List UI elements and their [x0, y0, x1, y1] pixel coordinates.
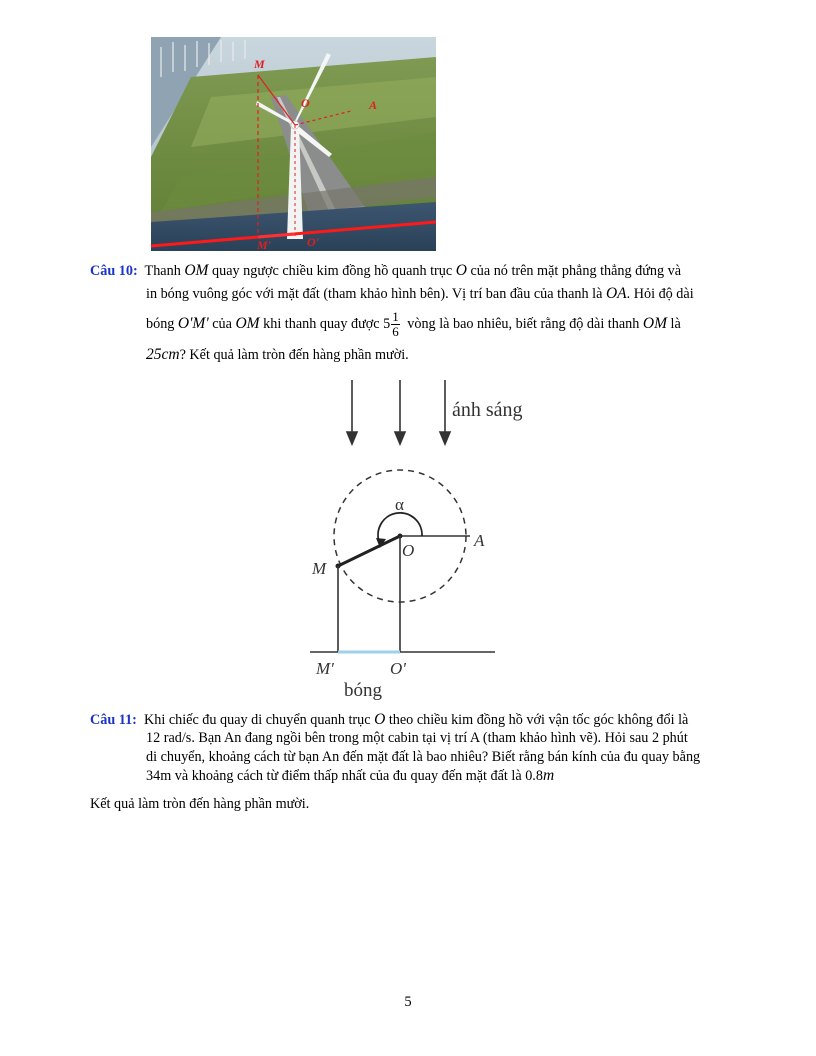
- q11-text: 34m và khoảng cách từ điểm thấp nhất của đu quay đến mặt đất là 0.8: [146, 768, 543, 784]
- q11-line-4: [146, 767, 554, 785]
- mixed-number-whole: 5: [383, 316, 391, 332]
- math-25cm: 25cm: [146, 346, 180, 363]
- q11-text: theo chiều kim đồng hồ với vận tốc góc không đổi là: [385, 712, 689, 728]
- shadow-diagram: [300, 376, 560, 706]
- label-m: M: [312, 559, 327, 578]
- photo-label-o-prime: O': [307, 235, 319, 249]
- math-o-prime-m-prime: O'M': [177, 315, 209, 332]
- math-om: OM: [642, 315, 667, 332]
- q10-text: Thanh: [144, 263, 185, 279]
- fraction-numerator: 1: [392, 309, 399, 325]
- shadow-label: bóng: [344, 680, 382, 701]
- q10-text: in bóng vuông góc với mặt đất (tham khảo hình bên). Vị trí ban đầu của thanh là: [146, 286, 606, 302]
- math-oa: OA: [605, 285, 627, 302]
- rotation-shadow-figure: [300, 376, 560, 706]
- photo-label-m-prime: M': [257, 238, 272, 251]
- q11-line-5: Kết quả làm tròn đến hàng phần mười.: [90, 796, 310, 812]
- q10-line-1: [90, 262, 681, 280]
- photo-label-a: A: [369, 98, 378, 112]
- q11-line-2: 12 rad/s. Bạn An đang ngồi bên trong một cabin tại vị trí A (tham khảo hình vẽ). Hỏi sau 2 phút: [146, 730, 688, 746]
- label-m-prime: M': [316, 659, 334, 678]
- q11-line-3: di chuyển, khoảng cách từ bạn An đến mặt đất là bao nhiêu? Biết rằng bán kính của đu quay bằng: [146, 749, 701, 765]
- q11-text: Khi chiếc đu quay di chuyển quanh trục: [144, 712, 375, 728]
- segment-om: [338, 536, 400, 566]
- math-om: OM: [235, 315, 260, 332]
- wind-turbine-photo: [151, 37, 436, 251]
- fraction-denominator: 6: [392, 324, 399, 340]
- page-number: 5: [404, 994, 412, 1010]
- q10-line-3: [146, 306, 681, 342]
- q10-text: của: [208, 316, 236, 332]
- q11-label: Câu 11:: [90, 712, 137, 728]
- q10-text: là: [667, 316, 681, 332]
- q10-text: của nó trên mặt phẳng thẳng đứng và: [466, 263, 682, 279]
- label-o: O: [402, 541, 415, 560]
- math-om: OM: [184, 262, 209, 279]
- q10-text: khi thanh quay được: [259, 316, 384, 332]
- q11-line-1: [90, 711, 688, 729]
- q10-text: . Hỏi độ dài: [626, 286, 694, 302]
- q10-text: bóng: [146, 316, 178, 332]
- q10-text: vòng là bao nhiêu, biết rằng độ dài thanh: [403, 316, 643, 332]
- photo-label-o: O: [301, 96, 310, 110]
- label-a: A: [474, 531, 485, 550]
- label-o-prime: O': [390, 659, 406, 678]
- q10-label: Câu 10:: [90, 263, 138, 279]
- alpha-label: α: [395, 495, 404, 514]
- light-label: ánh sáng: [452, 399, 523, 421]
- q10-text: quay ngược chiều kim đồng hồ quanh trục: [208, 263, 456, 279]
- photo-label-m: M: [254, 57, 265, 71]
- math-o: O: [455, 262, 467, 279]
- math-unit-m: m: [542, 767, 555, 784]
- math-o: O: [374, 711, 386, 728]
- wind-turbine-illustration: [151, 37, 436, 251]
- q10-line-2: [146, 285, 694, 303]
- q10-text: ? Kết quả làm tròn đến hàng phần mười.: [179, 347, 409, 363]
- fraction: [391, 310, 400, 339]
- q10-line-4: [146, 346, 409, 364]
